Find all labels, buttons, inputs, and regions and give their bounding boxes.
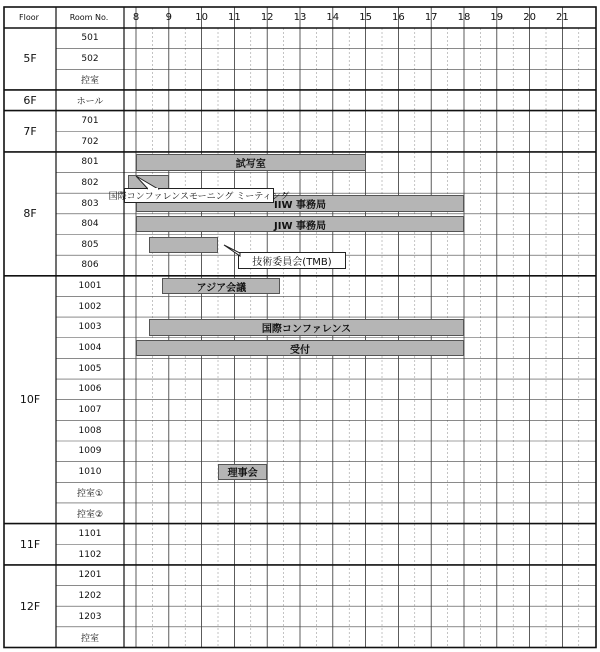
room-label: 701 xyxy=(81,115,99,126)
callout-technical-committee: 技術委員会(TMB) xyxy=(238,252,346,269)
floor-label: 6F xyxy=(23,93,37,107)
room-label: 控室 xyxy=(80,76,99,87)
room-label: 1010 xyxy=(78,466,102,477)
hour-label: 10 xyxy=(195,12,208,23)
room-label: 1002 xyxy=(78,301,102,312)
hour-label: 17 xyxy=(424,12,438,23)
hour-label: 16 xyxy=(392,12,405,23)
room-label: 1007 xyxy=(78,405,102,415)
room-label: 控室② xyxy=(76,509,104,520)
callout-pointer xyxy=(126,174,162,190)
room-label: 803 xyxy=(81,198,99,209)
room-label: 804 xyxy=(81,219,99,230)
room-label: 801 xyxy=(81,157,99,168)
booking-bar[interactable]: 試写室 xyxy=(136,154,366,171)
room-label: 805 xyxy=(81,239,99,250)
floor-label: 10F xyxy=(19,393,41,407)
room-label: 802 xyxy=(81,177,99,188)
hour-label: 11 xyxy=(228,12,241,23)
floor-label: 11F xyxy=(19,537,41,551)
room-label: 1201 xyxy=(78,570,102,581)
room-label: 控室① xyxy=(76,489,104,500)
room-label: 1009 xyxy=(78,446,102,457)
floor-label: 12F xyxy=(19,599,41,613)
booking-bar[interactable]: 理事会 xyxy=(218,464,267,481)
room-label: 702 xyxy=(81,136,99,147)
booking-bar[interactable]: 国際コンファレンス xyxy=(149,319,464,336)
room-label: 1202 xyxy=(78,590,102,601)
room-label: 1008 xyxy=(78,425,102,436)
room-label: 1001 xyxy=(78,281,102,292)
hour-label: 13 xyxy=(293,12,307,23)
room-label: 1003 xyxy=(78,322,102,333)
hour-label: 8 xyxy=(132,12,140,23)
hour-label: 20 xyxy=(523,12,536,23)
hour-label: 19 xyxy=(490,12,504,23)
room-label: 806 xyxy=(81,260,99,271)
floor-label: 8F xyxy=(23,207,37,221)
booking-bar[interactable]: 受付 xyxy=(136,340,464,357)
room-label: 502 xyxy=(81,53,99,64)
floor-label: 7F xyxy=(23,124,37,138)
booking-bar[interactable] xyxy=(149,237,218,254)
hour-label: 21 xyxy=(556,12,569,23)
room-label: 501 xyxy=(81,33,99,44)
hour-label: 18 xyxy=(457,12,471,23)
callout-pointer xyxy=(222,243,252,257)
room-label: 1102 xyxy=(78,549,102,560)
room-column-header: Room No. xyxy=(69,13,109,22)
room-label: 1005 xyxy=(78,363,102,374)
floor-label: 5F xyxy=(23,52,37,66)
hour-label: 14 xyxy=(326,12,340,23)
booking-bar[interactable]: アジア会議 xyxy=(162,278,280,295)
room-label: 1004 xyxy=(78,343,102,354)
hour-label: 12 xyxy=(260,12,274,23)
callout-morning-meeting: 国際コンファレンスモーニング ミーティング xyxy=(124,188,274,203)
floor-column-header: Floor xyxy=(19,13,39,22)
hour-label: 9 xyxy=(165,12,172,23)
hour-label: 15 xyxy=(359,12,372,23)
room-label: 控室 xyxy=(80,633,99,644)
room-label: 1101 xyxy=(78,528,102,539)
booking-bar[interactable]: JIW 事務局 xyxy=(136,216,464,233)
booking-bar[interactable]: IIW 事務局 xyxy=(136,195,464,212)
room-label: 1006 xyxy=(78,384,102,395)
room-label: ホール xyxy=(76,96,104,107)
room-label: 1203 xyxy=(78,611,102,622)
